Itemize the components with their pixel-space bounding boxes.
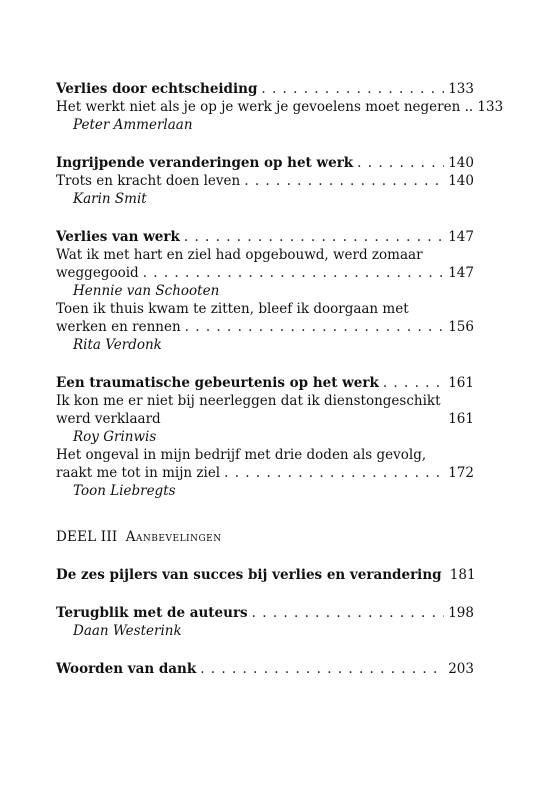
toc-author: Peter Ammerlaan xyxy=(73,117,193,133)
spacer xyxy=(56,354,474,374)
spacer xyxy=(56,208,474,228)
page-number: 140 xyxy=(448,173,474,189)
toc-entry-title: Trots en kracht doen leven xyxy=(56,173,241,189)
toc-heading-title: Een traumatische gebeurtenis op het werk xyxy=(56,375,379,391)
part-title: Aanbevelingen xyxy=(125,529,222,545)
toc-heading-title: Terugblik met de auteurs xyxy=(56,605,248,621)
toc-heading-title: Ingrijpende veranderingen op het werk xyxy=(56,155,354,171)
dot-leader xyxy=(244,172,444,190)
spacer xyxy=(56,134,474,154)
spacer xyxy=(56,500,474,520)
toc-heading[interactable] xyxy=(56,604,474,622)
toc-heading-title: Verlies door echtscheiding xyxy=(56,81,258,97)
toc-entry[interactable] xyxy=(56,410,474,428)
toc-entry-line1[interactable]: Wat ik met hart en ziel had opgebouwd, werd zomaar xyxy=(56,247,423,263)
toc-heading[interactable] xyxy=(56,660,474,678)
toc-heading-title: De zes pijlers van succes bij verlies en verandering xyxy=(56,567,442,583)
page-number: 140 xyxy=(448,155,474,171)
dot-leader xyxy=(224,464,444,482)
dot-leader xyxy=(184,228,444,246)
page-number: 203 xyxy=(448,661,474,677)
toc-heading[interactable] xyxy=(56,228,474,246)
toc-entry-title: werd verklaard xyxy=(56,411,161,427)
toc-author: Rita Verdonk xyxy=(73,337,162,353)
page-number: 161 xyxy=(448,411,474,427)
dot-leader xyxy=(261,80,444,98)
toc-entry-title: werken en rennen xyxy=(56,319,181,335)
page-number: 198 xyxy=(448,605,474,621)
part-label: DEEL III xyxy=(56,529,118,545)
toc-entry[interactable] xyxy=(56,98,504,116)
page-number: 161 xyxy=(448,375,474,391)
page-number: 172 xyxy=(448,465,474,481)
dot-leader xyxy=(185,318,444,336)
page-number: 133 xyxy=(477,99,504,115)
toc-entry-title: raakt me tot in mijn ziel xyxy=(56,465,221,481)
toc-author: Roy Grinwis xyxy=(73,429,157,445)
toc-heading[interactable] xyxy=(56,154,474,172)
toc-author: Karin Smit xyxy=(73,191,147,207)
toc-entry-line1[interactable]: Ik kon me er niet bij neerleggen dat ik dienstongeschikt xyxy=(56,393,441,409)
page-number: 147 xyxy=(448,229,474,245)
table-of-contents xyxy=(56,80,504,678)
toc-entry[interactable] xyxy=(56,318,474,336)
dot-leader xyxy=(357,154,444,172)
toc-heading[interactable] xyxy=(56,80,474,98)
toc-entry[interactable] xyxy=(56,464,474,482)
toc-author: Hennie van Schooten xyxy=(73,283,220,299)
dot-leader xyxy=(383,374,444,392)
toc-heading[interactable] xyxy=(56,374,474,392)
toc-entry[interactable] xyxy=(56,172,474,190)
toc-heading-title: Verlies van werk xyxy=(56,229,180,245)
toc-author: Daan Westerink xyxy=(73,623,182,639)
spacer xyxy=(56,584,474,604)
toc-entry-line1[interactable]: Het ongeval in mijn bedrijf met drie doden als gevolg, xyxy=(56,447,427,463)
spacer xyxy=(56,640,474,660)
page-number: 147 xyxy=(448,265,474,281)
dot-leader xyxy=(200,660,444,678)
toc-entry-line1[interactable]: Toen ik thuis kwam te zitten, bleef ik doorgaan met xyxy=(56,301,409,317)
dot-leader xyxy=(252,604,444,622)
dot-leader xyxy=(143,264,444,282)
part-heading xyxy=(56,528,474,546)
toc-entry[interactable] xyxy=(56,264,474,282)
page-number: 133 xyxy=(448,81,474,97)
toc-entry-title: weggegooid xyxy=(56,265,139,281)
page-number: 181 xyxy=(449,567,476,583)
page-number: 156 xyxy=(448,319,474,335)
toc-heading[interactable] xyxy=(56,566,474,584)
toc-entry-title: Het werkt niet als je op je werk je gevoelens moet negeren .. xyxy=(56,99,474,115)
toc-heading-title: Woorden van dank xyxy=(56,661,197,677)
toc-author: Toon Liebregts xyxy=(73,483,176,499)
